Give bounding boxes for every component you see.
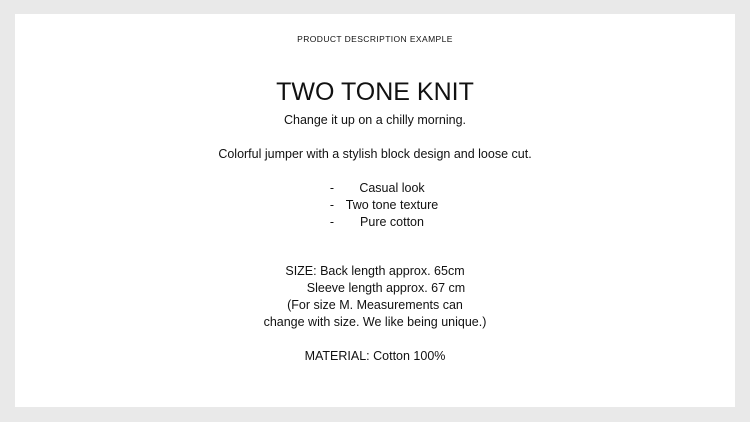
product-description: Colorful jumper with a stylish block design and loose cut. (218, 147, 532, 161)
product-tagline: Change it up on a chilly morning. (283, 113, 467, 127)
feature-list (15, 180, 735, 231)
size-back-length: SIZE: Back length approx. 65cm (285, 264, 465, 278)
feature-bullet: - (329, 215, 335, 229)
feature-item (15, 214, 735, 231)
eyebrow-label: PRODUCT DESCRIPTION EXAMPLE (297, 34, 453, 44)
size-note-line-2: change with size. We like being unique.) (263, 315, 487, 329)
feature-text: Pure cotton (360, 215, 424, 229)
feature-item (15, 180, 735, 197)
slide-canvas (15, 14, 735, 407)
feature-bullet: - (329, 181, 335, 195)
feature-bullet: - (329, 198, 335, 212)
product-title: TWO TONE KNIT (276, 78, 474, 106)
material-info: MATERIAL: Cotton 100% (304, 349, 446, 363)
feature-text: Two tone texture (345, 198, 439, 212)
size-sleeve-length: Sleeve length approx. 67 cm (306, 281, 466, 295)
size-note-line-1: (For size M. Measurements can (287, 298, 463, 312)
feature-text: Casual look (359, 181, 425, 195)
feature-item (15, 197, 735, 214)
